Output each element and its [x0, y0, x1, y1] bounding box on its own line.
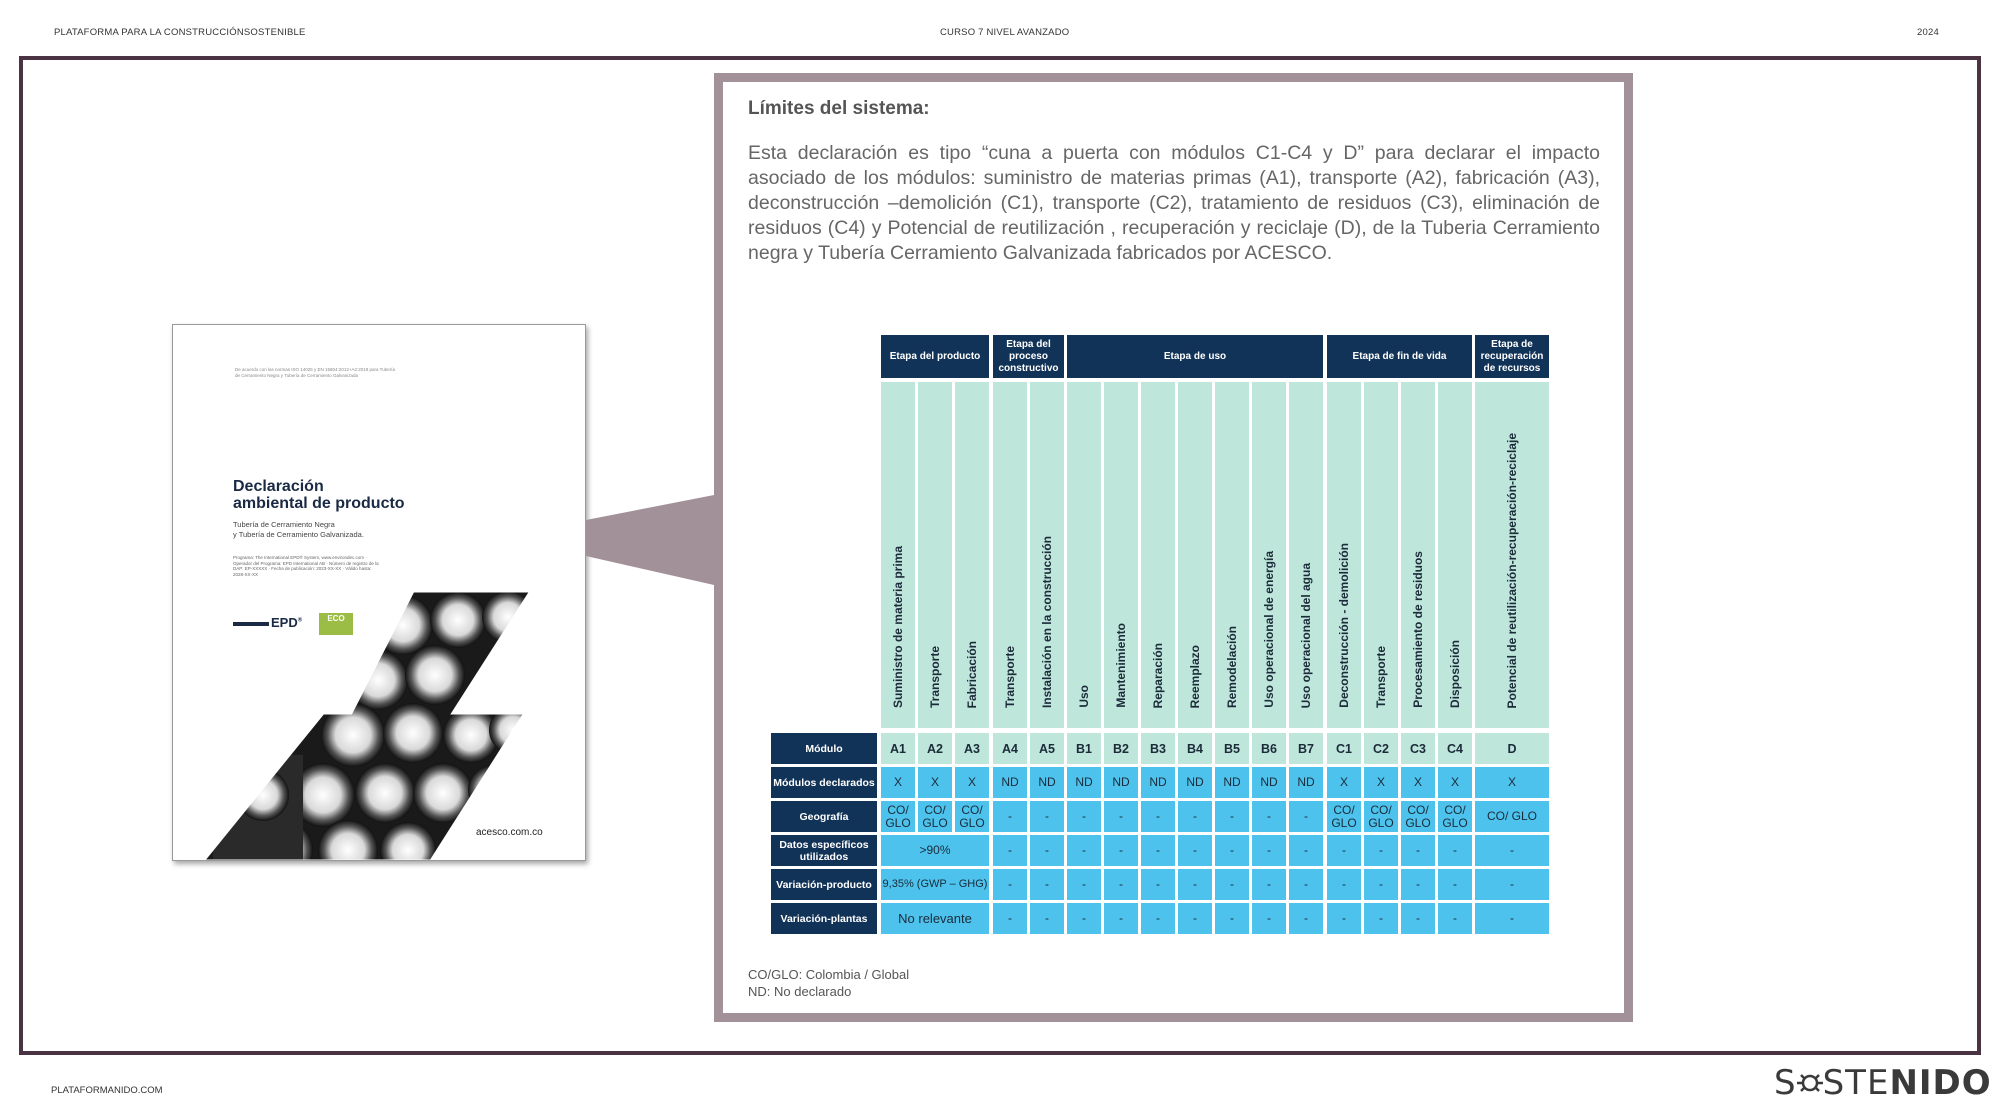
variation-plants-cell: No relevante — [881, 903, 989, 934]
geography-cell: - — [1178, 801, 1212, 832]
dash-cell: - — [1475, 903, 1549, 934]
declared-cell: ND — [1141, 767, 1175, 798]
system-limits-title: Límites del sistema: — [748, 98, 930, 119]
dash-cell: - — [1178, 903, 1212, 934]
dash-cell: - — [1178, 835, 1212, 866]
column-header-label: Instalación en la construcción — [1040, 535, 1054, 708]
dash-cell: - — [1364, 835, 1398, 866]
dash-cell: - — [1252, 869, 1286, 900]
column-header — [1067, 382, 1101, 728]
dash-cell: - — [1104, 903, 1138, 934]
dash-cell: - — [1141, 835, 1175, 866]
module-cell: C2 — [1364, 733, 1398, 764]
declared-cell: ND — [993, 767, 1027, 798]
callout-connector — [586, 490, 716, 585]
module-cell: B5 — [1215, 733, 1249, 764]
dash-cell: - — [1438, 835, 1472, 866]
variation-product-cell: 9,35% (GWP – GHG) — [881, 869, 989, 900]
module-cell: C4 — [1438, 733, 1472, 764]
declared-cell: ND — [1289, 767, 1323, 798]
dash-cell: - — [1215, 903, 1249, 934]
module-cell: D — [1475, 733, 1549, 764]
module-cell: B1 — [1067, 733, 1101, 764]
declared-cell: ND — [1067, 767, 1101, 798]
column-header-label: Reparación — [1151, 642, 1165, 708]
dash-cell: - — [1067, 903, 1101, 934]
column-header — [1252, 382, 1286, 728]
header-left: PLATAFORMA PARA LA CONSTRUCCIÓNSOSTENIBLE — [54, 27, 306, 38]
column-header-label: Fabricación — [965, 640, 979, 708]
geography-cell: - — [1289, 801, 1323, 832]
declared-cell: X — [1475, 767, 1549, 798]
geography-cell: - — [1030, 801, 1064, 832]
geography-cell: - — [1141, 801, 1175, 832]
dash-cell: - — [993, 903, 1027, 934]
declared-cell: X — [955, 767, 989, 798]
column-header — [1178, 382, 1212, 728]
column-header-label: Uso operacional del agua — [1299, 562, 1313, 708]
declared-cell: X — [1327, 767, 1361, 798]
declared-cell: X — [881, 767, 915, 798]
module-cell: A3 — [955, 733, 989, 764]
dash-cell: - — [1289, 835, 1323, 866]
column-header — [1364, 382, 1398, 728]
dash-cell: - — [1475, 835, 1549, 866]
declared-cell: ND — [1104, 767, 1138, 798]
column-header — [1215, 382, 1249, 728]
row-header: Módulos declarados — [771, 767, 877, 798]
sun-icon — [1797, 1070, 1823, 1096]
module-cell: A2 — [918, 733, 952, 764]
module-cell: A4 — [993, 733, 1027, 764]
dash-cell: - — [1475, 869, 1549, 900]
column-header-label: Disposición — [1448, 639, 1462, 708]
stage-header: Etapa de uso — [1067, 335, 1323, 378]
cover-norms-text: De acuerdo con las normas ISO 14025 y EN 15804:2012+A2:2019 para Tubería de Cerramiento Negra y Tubería de Cerramiento Galvanizada — [235, 367, 395, 378]
module-cell: B4 — [1178, 733, 1212, 764]
declared-cell: ND — [1252, 767, 1286, 798]
column-header-label: Uso — [1077, 685, 1091, 708]
column-header-label: Transporte — [928, 645, 942, 708]
dash-cell: - — [1401, 835, 1435, 866]
column-header-label: Remodelación — [1225, 625, 1239, 708]
module-cell: B7 — [1289, 733, 1323, 764]
dash-cell: - — [1289, 903, 1323, 934]
declared-cell: ND — [1030, 767, 1064, 798]
dash-cell: - — [1401, 869, 1435, 900]
dash-cell: - — [1438, 903, 1472, 934]
declared-cell: ND — [1215, 767, 1249, 798]
column-header-label: Suministro de materia prima — [891, 545, 905, 708]
dash-cell: - — [1030, 869, 1064, 900]
dash-cell: - — [993, 869, 1027, 900]
dash-cell: - — [1067, 869, 1101, 900]
geography-cell: - — [1104, 801, 1138, 832]
cover-title: Declaración ambiental de producto — [233, 478, 405, 512]
module-cell: C3 — [1401, 733, 1435, 764]
row-header: Variación-plantas — [771, 903, 877, 934]
stage-header: Etapa de fin de vida — [1327, 335, 1472, 378]
dash-cell: - — [1364, 903, 1398, 934]
column-header-label: Mantenimiento — [1114, 623, 1128, 708]
column-header — [1104, 382, 1138, 728]
geography-cell: CO/ GLO — [918, 801, 952, 832]
declared-cell: X — [1438, 767, 1472, 798]
steel-pipes-image — [173, 325, 586, 861]
module-cell: A5 — [1030, 733, 1064, 764]
geography-cell: - — [1067, 801, 1101, 832]
dash-cell: - — [1030, 903, 1064, 934]
dash-cell: - — [1178, 869, 1212, 900]
dash-cell: - — [1252, 835, 1286, 866]
geography-cell: CO/ GLO — [881, 801, 915, 832]
column-header — [1438, 382, 1472, 728]
dash-cell: - — [993, 835, 1027, 866]
dash-cell: - — [1438, 869, 1472, 900]
row-header: Datos específicos utilizados — [771, 835, 877, 866]
header-center: CURSO 7 NIVEL AVANZADO — [940, 27, 1070, 38]
column-header — [881, 382, 915, 728]
geography-cell: - — [1252, 801, 1286, 832]
column-header-label: Uso operacional de energía — [1262, 551, 1276, 708]
dash-cell: - — [1401, 903, 1435, 934]
column-header — [1030, 382, 1064, 728]
dash-cell: - — [1327, 869, 1361, 900]
cover-meta: Programa: The International EPD® System, www.environdec.com · Operador del Programa: EPD International AB · Número de registro de la DAP: EP-XXXXX · Fecha de publicación: 2023-XX-XX · Válido hasta: 2028-XX-XX — [233, 555, 379, 577]
geography-cell: CO/ GLO — [955, 801, 989, 832]
module-cell: A1 — [881, 733, 915, 764]
row-header: Módulo — [771, 733, 877, 764]
cover-subtitle: Tubería de Cerramiento Negra y Tubería de Cerramiento Galvanizada. — [233, 520, 364, 539]
specific-data-cell: >90% — [881, 835, 989, 866]
column-header-label: Transporte — [1003, 645, 1017, 708]
dash-cell: - — [1104, 835, 1138, 866]
dash-cell: - — [1327, 835, 1361, 866]
dash-cell: - — [1289, 869, 1323, 900]
module-cell: B6 — [1252, 733, 1286, 764]
geography-cell: CO/ GLO — [1401, 801, 1435, 832]
column-header — [1289, 382, 1323, 728]
declared-cell: ND — [1178, 767, 1212, 798]
stage-header: Etapa de recuperación de recursos — [1475, 335, 1549, 378]
dash-cell: - — [1141, 869, 1175, 900]
geography-cell: - — [1215, 801, 1249, 832]
column-header — [1401, 382, 1435, 728]
dash-cell: - — [1364, 869, 1398, 900]
column-header — [1327, 382, 1361, 728]
cover-url: acesco.com.co — [476, 827, 543, 838]
stage-header: Etapa del proceso constructivo — [993, 335, 1064, 378]
module-cell: B3 — [1141, 733, 1175, 764]
column-header-label: Procesamiento de residuos — [1411, 551, 1425, 708]
footer-url: PLATAFORMANIDO.COM — [51, 1085, 163, 1096]
epd-logo: EPD® — [233, 615, 302, 630]
geography-cell: - — [993, 801, 1027, 832]
dash-cell: - — [1141, 903, 1175, 934]
column-header-label: Transporte — [1374, 645, 1388, 708]
dash-cell: - — [1327, 903, 1361, 934]
row-header: Variación-producto — [771, 869, 877, 900]
declared-cell: X — [1401, 767, 1435, 798]
epd-cover-document — [172, 324, 586, 861]
module-cell: B2 — [1104, 733, 1138, 764]
module-cell: C1 — [1327, 733, 1361, 764]
column-header — [1141, 382, 1175, 728]
column-header — [1475, 382, 1549, 728]
dash-cell: - — [1104, 869, 1138, 900]
header-right: 2024 — [1917, 27, 1939, 38]
column-header-label: Potencial de reutilización-recuperación-reciclaje — [1505, 432, 1519, 708]
dash-cell: - — [1252, 903, 1286, 934]
column-header — [955, 382, 989, 728]
column-header — [918, 382, 952, 728]
geography-cell: CO/ GLO — [1438, 801, 1472, 832]
row-header: Geografía — [771, 801, 877, 832]
column-header — [993, 382, 1027, 728]
brand-logo: S STENIDO — [1774, 1063, 1992, 1103]
geography-cell: CO/ GLO — [1364, 801, 1398, 832]
declared-cell: X — [918, 767, 952, 798]
dash-cell: - — [1215, 869, 1249, 900]
geography-cell: CO/ GLO — [1327, 801, 1361, 832]
system-limits-text: Esta declaración es tipo “cuna a puerta con módulos C1-C4 y D” para declarar el impacto asociado de los módulos: suministro de materias primas (A1), transporte (A2), fabricación (A3), deconstrucción –demolición (C1), transporte (C2), tratamiento de residuos (C3), eliminación de residuos (C4) y Potencial de reutilización , recuperación y reciclaje (D), de la Tuberia Cerramiento negra y Tubería Cerramiento Galvanizada fabricados por ACESCO. — [748, 142, 1600, 264]
stage-header: Etapa del producto — [881, 335, 989, 378]
eco-logo: ECO — [319, 613, 353, 635]
table-legend: CO/GLO: Colombia / Global ND: No declarado — [748, 967, 910, 999]
declared-cell: X — [1364, 767, 1398, 798]
dash-cell: - — [1215, 835, 1249, 866]
dash-cell: - — [1030, 835, 1064, 866]
system-limits-panel — [714, 73, 1633, 1022]
geography-cell: CO/ GLO — [1475, 801, 1549, 832]
column-header-label: Deconstrucción - demolición — [1337, 543, 1351, 708]
column-header-label: Reemplazo — [1188, 644, 1202, 708]
dash-cell: - — [1067, 835, 1101, 866]
